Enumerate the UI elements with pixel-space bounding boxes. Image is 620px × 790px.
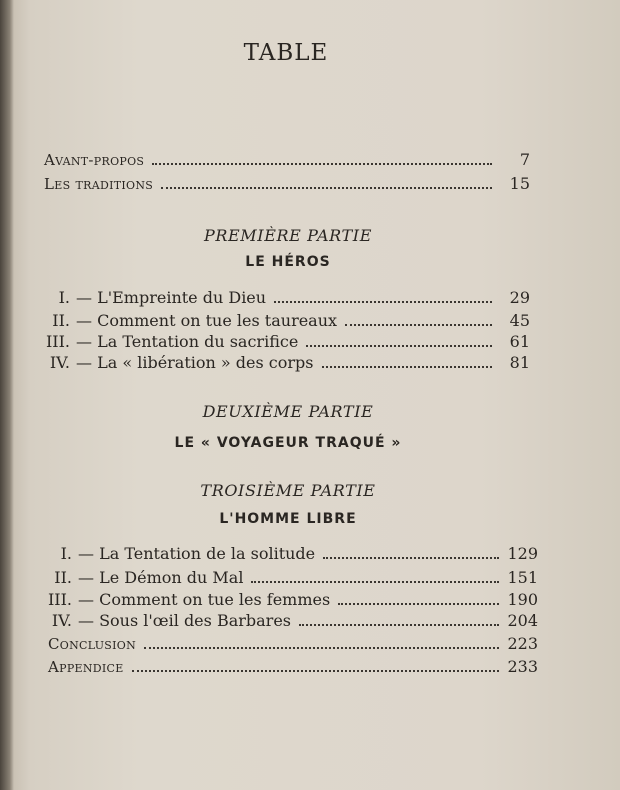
part-heading: PREMIÈRE PARTIE bbox=[204, 226, 372, 245]
toc-entry-label: Conclusion bbox=[48, 635, 137, 653]
toc-chapter bbox=[42, 590, 538, 609]
chapter-number: IV. bbox=[51, 611, 72, 630]
toc-entry-label: Avant-propos bbox=[44, 151, 145, 169]
part-heading: DEUXIÈME PARTIE bbox=[202, 402, 374, 421]
dot-leader bbox=[251, 580, 499, 583]
chapter-number: III. bbox=[47, 590, 72, 609]
dot-leader bbox=[132, 669, 500, 672]
chapter-number: IV. bbox=[49, 353, 70, 372]
toc-entry-appendice bbox=[48, 657, 538, 676]
toc-entry-page: 223 bbox=[507, 634, 538, 653]
dot-leader bbox=[322, 365, 493, 368]
toc-chapter bbox=[40, 311, 530, 330]
chapter-label: — La Tentation de la solitude bbox=[78, 544, 316, 563]
dot-leader bbox=[306, 344, 492, 347]
part-title: LE « VOYAGEUR TRAQUÉ » bbox=[174, 435, 402, 451]
toc-entry-page: 233 bbox=[507, 657, 538, 676]
toc-chapter bbox=[42, 611, 538, 630]
chapter-page: 81 bbox=[509, 353, 530, 372]
toc-chapter bbox=[42, 568, 538, 587]
toc-entry-page: 15 bbox=[509, 174, 530, 193]
toc-chapter bbox=[40, 332, 530, 351]
chapter-page: 204 bbox=[507, 611, 538, 630]
chapter-number: III. bbox=[45, 332, 70, 351]
chapter-label: — Comment on tue les femmes bbox=[78, 590, 331, 609]
toc-chapter bbox=[40, 288, 530, 307]
chapter-page: 129 bbox=[507, 544, 538, 563]
toc-entry-conclusion bbox=[48, 634, 538, 653]
toc-chapter bbox=[42, 544, 538, 563]
part-heading: TROISIÈME PARTIE bbox=[200, 481, 376, 500]
toc-entry-page: 7 bbox=[519, 150, 530, 169]
toc-chapter bbox=[40, 353, 530, 372]
dot-leader bbox=[274, 300, 492, 303]
chapter-page: 190 bbox=[507, 590, 538, 609]
chapter-label: — La « libération » des corps bbox=[76, 353, 314, 372]
chapter-number: II. bbox=[52, 311, 70, 330]
toc-entry-label: Les traditions bbox=[44, 175, 154, 193]
page-title: TABLE bbox=[243, 40, 329, 66]
chapter-number: I. bbox=[58, 288, 70, 307]
toc-entry-avant-propos bbox=[44, 150, 530, 169]
dot-leader bbox=[338, 602, 499, 605]
chapter-label: — Le Démon du Mal bbox=[78, 568, 244, 587]
chapter-number: I. bbox=[60, 544, 72, 563]
chapter-page: 45 bbox=[509, 311, 530, 330]
toc-entry-label: Appendice bbox=[48, 658, 124, 676]
chapter-label: — L'Empreinte du Dieu bbox=[76, 288, 267, 307]
chapter-page: 29 bbox=[509, 288, 530, 307]
toc-entry-les-traditions bbox=[44, 174, 530, 193]
dot-leader bbox=[299, 623, 499, 626]
chapter-page: 61 bbox=[509, 332, 530, 351]
chapter-label: — Sous l'œil des Barbares bbox=[78, 611, 291, 630]
chapter-page: 151 bbox=[507, 568, 538, 587]
part-title: LE HÉROS bbox=[245, 254, 331, 270]
chapter-number: II. bbox=[54, 568, 72, 587]
dot-leader bbox=[152, 162, 492, 165]
dot-leader bbox=[161, 186, 492, 189]
chapter-label: — La Tentation du sacrifice bbox=[76, 332, 299, 351]
dot-leader bbox=[323, 556, 499, 559]
dot-leader bbox=[144, 646, 499, 649]
page-spine-shadow bbox=[0, 0, 14, 790]
chapter-label: — Comment on tue les taureaux bbox=[76, 311, 338, 330]
dot-leader bbox=[345, 323, 492, 326]
part-title: L'HOMME LIBRE bbox=[219, 511, 357, 527]
